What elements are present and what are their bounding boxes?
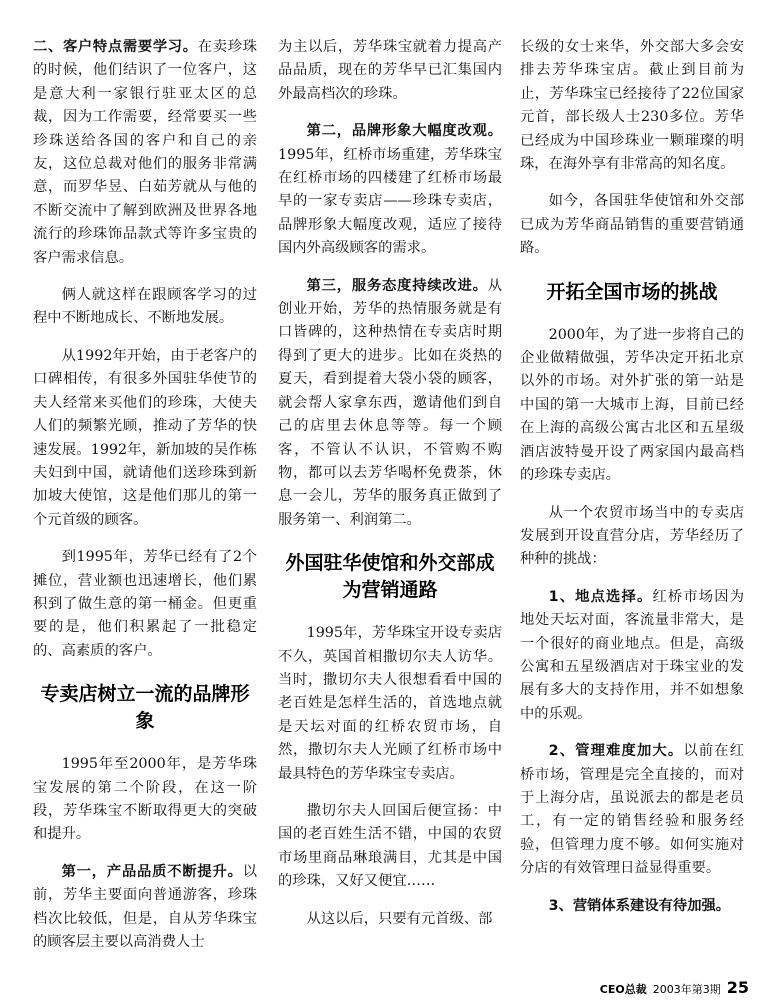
paragraph-lead: 1、地点选择。 <box>548 588 653 605</box>
paragraph: 从一个农贸市场当中的专卖店发展到开设直营分店，芳华经历了种种的挑战： <box>520 504 744 568</box>
paragraph: 撒切尔夫人回国后便宣扬：中国的老百姓生活不错，中国的农贸市场里商品琳琅满目，尤其是中国的珍珠，又好又便宜…… <box>278 802 502 890</box>
paragraph-lead: 3、营销体系建设有待加强。 <box>548 897 731 914</box>
paragraph-lead: 2、管理难度加大。 <box>548 743 684 760</box>
paragraph: 1995年至2000年，是芳华珠宝发展的第二个阶段，在这一阶段，芳华珠宝不断取得更大的突破和提升。 <box>33 756 257 843</box>
paragraph-text: 红桥市场因为地处天坛对面，客流量非常大，是一个很好的商业地点。但是，高级公寓和五星级酒店对于珠宝业的发展有多大的支持作用，并不如想象中的乐观。 <box>520 588 745 722</box>
paragraph-text: 以前，芳华主要面向普通游客，珍珠档次比较低，但是，自从芳华珠宝的顾客层主要以高消费人士 <box>33 863 257 950</box>
section-heading: 开拓全国市场的挑战 <box>546 280 718 303</box>
paragraph: 如今，各国驻华使馆和外交部已成为芳华商品销售的重要营销通路。 <box>520 193 744 257</box>
paragraph-lead: 第二，品牌形象大幅度改观。 <box>306 123 502 140</box>
paragraph: 1995年，芳华珠宝开设专卖店不久，英国首相撒切尔夫人访华。当时，撒切尔夫人很想看看中国的老百姓是怎样生活的，首选地点就是天坛对面的红桥农贸市场，自然，撒切尔夫人光顾了红桥市场中最具特色的芳华珠宝专卖店。 <box>278 625 502 782</box>
paragraph: 俩人就这样在跟顾客学习的过程中不断地成长、不断地发展。 <box>33 287 257 327</box>
page-footer <box>600 978 749 997</box>
issue-label: 2003年第3期 <box>652 983 721 996</box>
paragraph: 为主以后，芳华珠宝就着力提高产品品质，现在的芳华早已汇集国内外最高档次的珍珠。 <box>278 39 502 102</box>
paragraph-text: 1995年，红桥市场重建，芳华珠宝在红桥市场的四楼建了红桥市场最早的一家专卖店——珍珠专卖店，品牌形象大幅度改观，适应了接待国内外高级顾客的需求。 <box>278 146 502 257</box>
paragraph-lead: 第三，服务态度持续改进。 <box>306 277 488 294</box>
paragraph: 到1995年，芳华已经有了2个摊位，营业额也迅速增长，他们累积到了做生意的第一桶金。但更重要的是，他们积累起了一批稳定的、高素质的客户。 <box>33 549 257 659</box>
paragraph-lead: 二、客户特点需要学习。 <box>33 39 198 55</box>
paragraph-text: 以前在红桥市场，管理是完全直接的，而对于上海分店，虽说派去的都是老员工，有一定的销售经验和服务经验，但管理力度不够。如何实施对分店的有效管理日益显得重要。 <box>520 743 745 877</box>
paragraph <box>33 861 257 955</box>
text-column-2 <box>278 36 502 945</box>
paragraph: 从1992年开始，由于老客户的口碑相传，有很多外国驻华使节的夫人经常来买他们的珍珠，大使夫人们的频繁光顾，推动了芳华的快速发展。1992年，新加坡的吴作栋夫妇到中国，就请他们送珍珠到新加坡大使馆，这是他们那儿的第一个元首级的顾客。 <box>33 347 257 528</box>
paragraph-text: 从创业开始，芳华的热情服务就是有口皆碑的，这种热情在专卖店时期得到了更大的进步。比如在炎热的夏天，看到提着大袋小袋的顾客，就会帮人家拿东西，邀请他们到自己的店里去休息等等。每一个顾客，不管认不认识，不管购不购物，都可以去芳华喝杯免费茶，休息一会儿，芳华的服务真正做到了服务第一、利润第二。 <box>278 277 502 528</box>
text-column-3 <box>520 36 744 932</box>
paragraph: 从这以后，只要有元首级、部 <box>306 910 493 927</box>
page-number: 25 <box>726 978 749 997</box>
paragraph-lead: 第一，产品品质不断提升。 <box>61 863 243 880</box>
paragraph: 长级的女士来华，外交部大多会安排去芳华珠宝店。截止到目前为止，芳华珠宝已经接待了22位国家元首，部长级人士230多位。芳华已经成为中国珍珠业一颗璀璨的明珠，在海外享有非常高的知名度。 <box>520 39 744 173</box>
paragraph <box>278 120 502 260</box>
section-heading: 外国驻华使馆和外交部成为营销通路 <box>285 552 495 602</box>
section-heading: 专卖店树立一流的品牌形象 <box>40 683 250 733</box>
paragraph-text: 在卖珍珠的时候，他们结识了一位客户，这是意大利一家银行驻亚太区的总裁，因为工作需要，经常要买一些珍珠送给各国的客户和自己的亲友，这位总裁对他们的服务非常满意，而罗华昱、白茹芳就从与他的不断交流中了解到欧洲及世界各地流行的珍珠饰品款式等许多宝贵的客户需求信息。 <box>33 39 257 266</box>
paragraph <box>33 36 257 270</box>
paragraph <box>520 586 744 726</box>
text-column-1 <box>33 36 257 968</box>
paragraph <box>278 275 502 532</box>
paragraph <box>520 895 744 918</box>
magazine-name: CEO总裁 <box>599 983 647 996</box>
paragraph <box>520 740 744 880</box>
paragraph: 2000年，为了进一步将自己的企业做精做强，芳华决定开拓北京以外的市场。对外扩张的第一站是中国的第一大城市上海，目前已经在上海的高级公寓古北区和五星级酒店波特曼开设了两家国内最高档的珍珠专卖店。 <box>520 326 744 484</box>
